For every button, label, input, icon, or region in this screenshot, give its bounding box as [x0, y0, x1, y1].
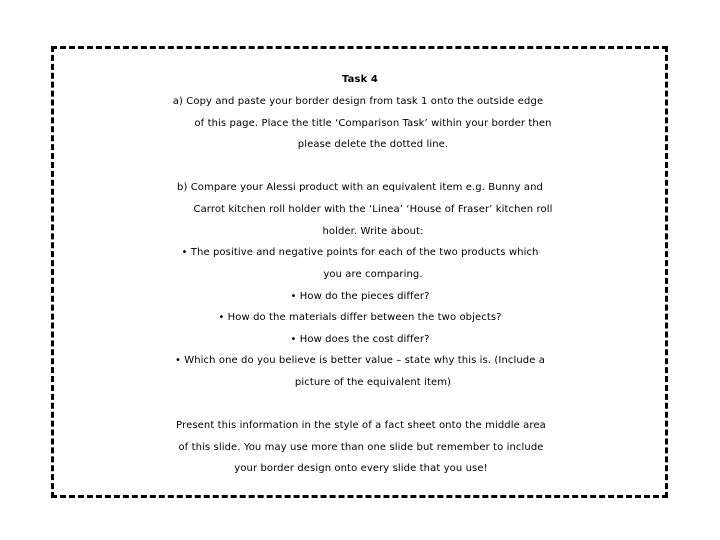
part-a-line-1: a) Copy and paste your border design from task 1 onto the outside edge: [172, 96, 544, 107]
bullet-better-value: • Which one do you believe is better value – state why this is. (Include a: [174, 355, 546, 366]
part-b-line-1: b) Compare your Alessi product with an equivalent item e.g. Bunny and: [177, 182, 543, 193]
bullet-better-value-cont: picture of the equivalent item): [294, 377, 452, 388]
bullet-materials-differ: • How do the materials differ between the two objects?: [218, 312, 502, 323]
task-title: Task 4: [342, 74, 378, 85]
bullet-cost-differ: • How does the cost differ?: [290, 334, 430, 345]
closing-line-3: your border design onto every slide that you use!: [234, 463, 488, 474]
closing-line-2: of this slide. You may use more than one slide but remember to include: [178, 442, 544, 453]
part-a-line-3: please delete the dotted line.: [297, 139, 449, 150]
bullet-pieces-differ: • How do the pieces differ?: [290, 291, 430, 302]
part-b-line-3: holder. Write about:: [322, 226, 424, 237]
part-b-line-2: Carrot kitchen roll holder with the ‘Linea’ ‘House of Fraser’ kitchen roll: [193, 204, 553, 215]
bullet-positive-negative: • The positive and negative points for each of the two products which: [181, 247, 539, 258]
bullet-positive-negative-cont: you are comparing.: [323, 269, 423, 280]
part-a-line-2: of this page. Place the title ‘Comparison Task’ within your border then: [194, 118, 552, 129]
closing-line-1: Present this information in the style of a fact sheet onto the middle area: [176, 420, 546, 431]
